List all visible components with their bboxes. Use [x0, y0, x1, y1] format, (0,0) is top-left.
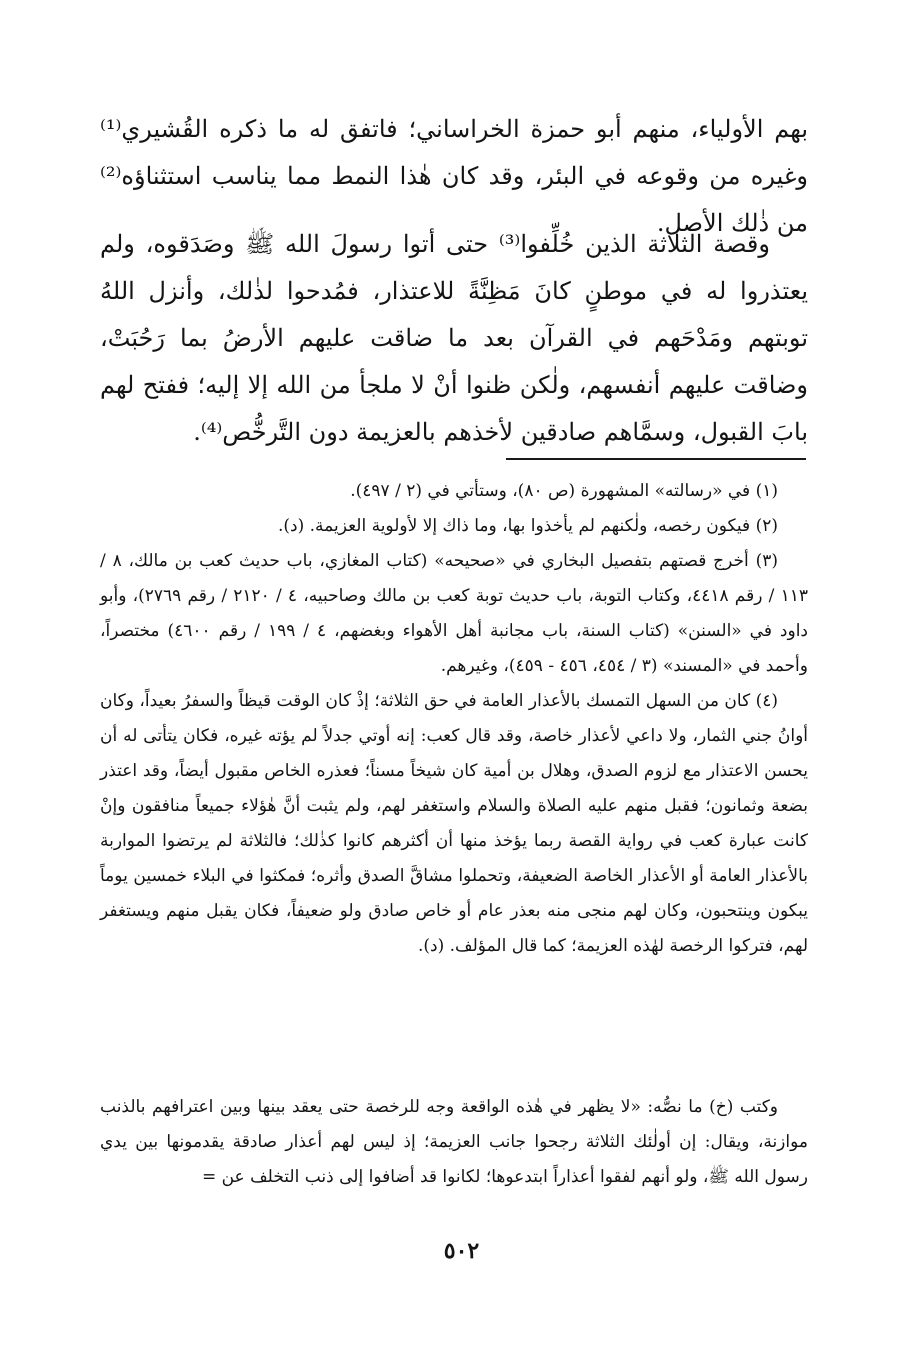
- editor-note: [100, 1090, 808, 1195]
- footnote-2: (٢) فيكون رخصه، ولٰكنهم لم يأخذوا بها، وما ذاك إلا لأولوية العزيمة. (د).: [277, 516, 778, 536]
- editor-note-text: وكتب (خ) ما نصُّه: «لا يظهر في هٰذه الواقعة وجه للرخصة حتى يعقد بينها وبين اعترافهم بالذنب موازنة، ويقال: إن أولٰئك الثلاثة رجحوا جانب العزيمة؛ إذ ليس لهم أعذار صادقة يقدمونها بين يدي رسول الله ﷺ، ولو أنهم لفقوا أعذاراً ابتدعوها؛ لكانوا قد أضافوا إلى ذنب التخلف عن =: [100, 1097, 808, 1187]
- footnotes: [100, 474, 808, 964]
- page-number: ٥٠٢: [443, 1238, 480, 1264]
- paragraph-text: بهم الأولياء، منهم أبو حمزة الخراساني؛ فاتفق له ما ذكره القُشيري⁽¹⁾ وغيره من وقوعه في البئر، وقد كان هٰذا النمط مما يناسب استثناؤه⁽²⁾ من ذٰلك الأصل.: [100, 115, 808, 237]
- footnote-1: (١) في «رسالته» المشهورة (ص ٨٠)، وستأتي في (٢ / ٤٩٧).: [350, 481, 778, 501]
- paragraph-text: وقصة الثلاثة الذين خُلِّفوا⁽³⁾ حتى أتوا رسولَ الله ﷺ وصَدَقوه، ولم يعتذروا له في موطنٍ كانَ مَظِنَّةً للاعتذار، فمُدحوا لذٰلك، وأنزل اللهُ توبتهم ومَدْحَهم في القرآن بعد ما ضاقت عليهم الأرضُ بما رَحُبَتْ، وضاقت عليهم أنفسهم، ولٰكن ظنوا أنْ لا ملجأ من الله إلا إليه؛ ففتح لهم بابَ القبول، وسمَّاهم صادقين لأخذهم بالعزيمة دون التَّرخُّص⁽⁴⁾.: [100, 230, 809, 446]
- footnote-divider: [506, 458, 806, 460]
- main-text-paragraph-2: [100, 221, 808, 456]
- footnote-3: (٣) أخرج قصتهم بتفصيل البخاري في «صحيحه» (كتاب المغازي، باب حديث كعب بن مالك، ٨ / ١١٣ / رقم ٤٤١٨، وكتاب التوبة، باب حديث توبة كعب بن مالك وصاحبيه، ٤ / ٢١٢٠ / رقم ٢٧٦٩)، وأبو داود في «السنن» (كتاب السنة، باب مجانبة أهل الأهواء وبغضهم، ٤ / ١٩٩ / رقم ٤٦٠٠) مختصراً، وأحمد في «المسند» (٣ / ٤٥٤، ٤٥٦ - ٤٥٩)، وغيرهم.: [100, 551, 808, 676]
- footnote-4: (٤) كان من السهل التمسك بالأعذار العامة في حق الثلاثة؛ إذْ كان الوقت قيظاً والسفرُ بعيداً، وكان أوانُ جني الثمار، ولا داعي لأعذار خاصة، وقد قال كعب: إنه أوتي جدلاً لم يؤته غيره، فكان يتأتى له أن يحسن الاعتذار مع لزوم الصدق، وهلال بن أمية كان شيخاً مسناً؛ فعذره الخاص مقبول أيضاً، وقد اعتذر بضعة وثمانون؛ فقبل منهم عليه الصلاة والسلام واستغفر لهم، ولم يثبت أنَّ هٰؤلاء جميعاً منافقون وإنْ كانت عبارة كعب في رواية القصة ربما يؤخذ منها أن أكثرهم كانوا كذٰلك؛ فالثلاثة لم يرتضوا المواربة بالأعذار العامة أو الأعذار الخاصة الضعيفة، وتحملوا مشاقَّ الصدق وأثره؛ فمكثوا في البلاء خمسين يوماً يبكون وينتحبون، وكان لهم منجى منه بعذر عام أو خاص صادق ولو ضعيفاً، فكان يقبل منهم ويستغفر لهم، فتركوا الرخصة لهٰذه العزيمة؛ كما قال المؤلف. (د).: [100, 691, 808, 956]
